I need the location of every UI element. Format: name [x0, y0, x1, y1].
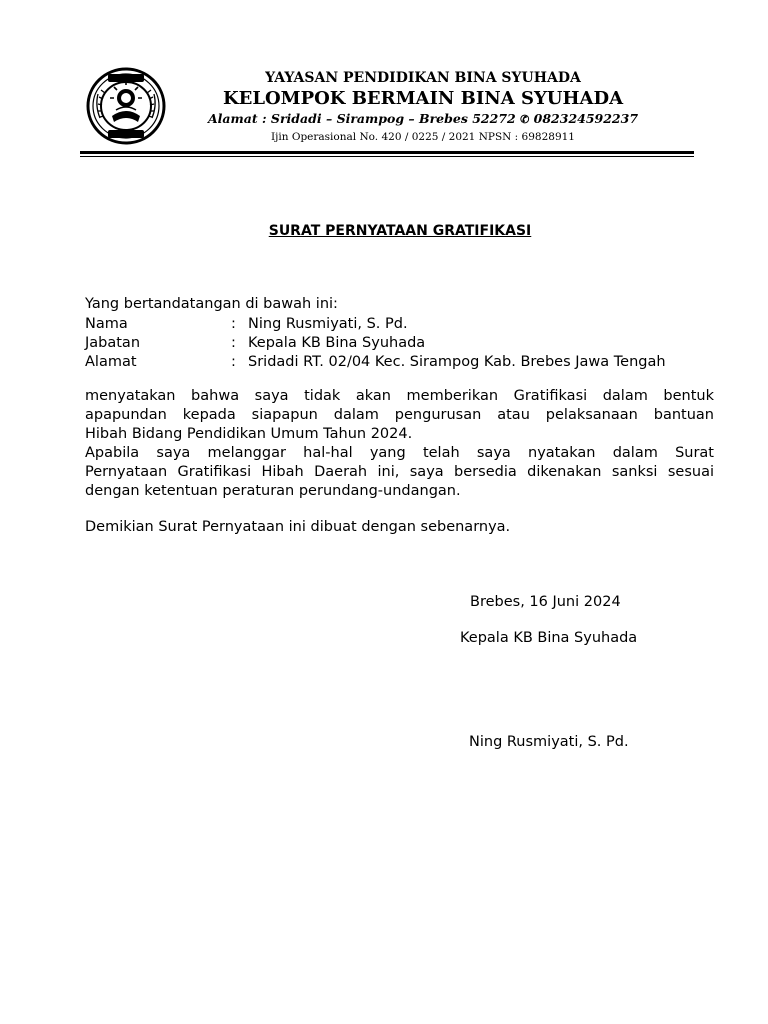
field-sep-position: : [231, 335, 236, 351]
field-value-name: Ning Rusmiyati, S. Pd. [248, 316, 408, 332]
letterhead-divider-thick [80, 151, 694, 154]
closing-text: Demikian Surat Pernyataan ini dibuat dengan sebenarnya. [85, 519, 511, 535]
telephone-icon: ✆ [520, 113, 530, 126]
field-value-position: Kepala KB Bina Syuhada [248, 335, 426, 351]
field-sep-name: : [231, 316, 236, 332]
signatory-position: Kepala KB Bina Syuhada [460, 630, 638, 646]
signatory-name: Ning Rusmiyati, S. Pd. [469, 734, 629, 750]
place-date: Brebes, 16 Juni 2024 [470, 594, 621, 610]
permit-line: Ijin Operasional No. 420 / 0225 / 2021 NPSN : 69828911 [270, 131, 575, 143]
school-name: KELOMPOK BERMAIN BINA SYUHADA [222, 88, 624, 109]
statement-line: menyatakan bahwa saya tidak akan memberikan Gratifikasi dalam bentuk [85, 388, 714, 404]
foundation-name: YAYASAN PENDIDIKAN BINA SYUHADA [265, 70, 581, 86]
address-text: Alamat : Sridadi – Sirampog – Brebes 52272 [207, 111, 516, 126]
sanction-line: dengan ketentuan peraturan perundang-undangan. [85, 483, 461, 499]
field-label-address: Alamat [85, 354, 137, 370]
school-logo [86, 66, 166, 146]
intro-text: Yang bertandatangan di bawah ini: [85, 296, 338, 312]
statement-line: Hibah Bidang Pendidikan Umum Tahun 2024. [85, 426, 413, 442]
address-line [178, 111, 668, 126]
field-sep-address: : [231, 354, 236, 370]
field-label-position: Jabatan [85, 335, 141, 351]
phone-number: 082324592237 [533, 111, 639, 126]
letterhead-divider-thin [80, 156, 694, 157]
field-value-address: Sridadi RT. 02/04 Kec. Sirampog Kab. Brebes Jawa Tengah [248, 354, 666, 370]
field-label-name: Nama [85, 316, 128, 332]
statement-line: apapundan kepada siapapun dalam pengurusan atau pelaksanaan bantuan [85, 407, 714, 423]
sanction-line: Apabila saya melanggar hal-hal yang telah saya nyatakan dalam Surat [85, 445, 714, 461]
document-title: SURAT PERNYATAAN GRATIFIKASI [268, 223, 532, 239]
sanction-line: Pernyataan Gratifikasi Hibah Daerah ini, saya bersedia dikenakan sanksi sesuai [85, 464, 714, 480]
